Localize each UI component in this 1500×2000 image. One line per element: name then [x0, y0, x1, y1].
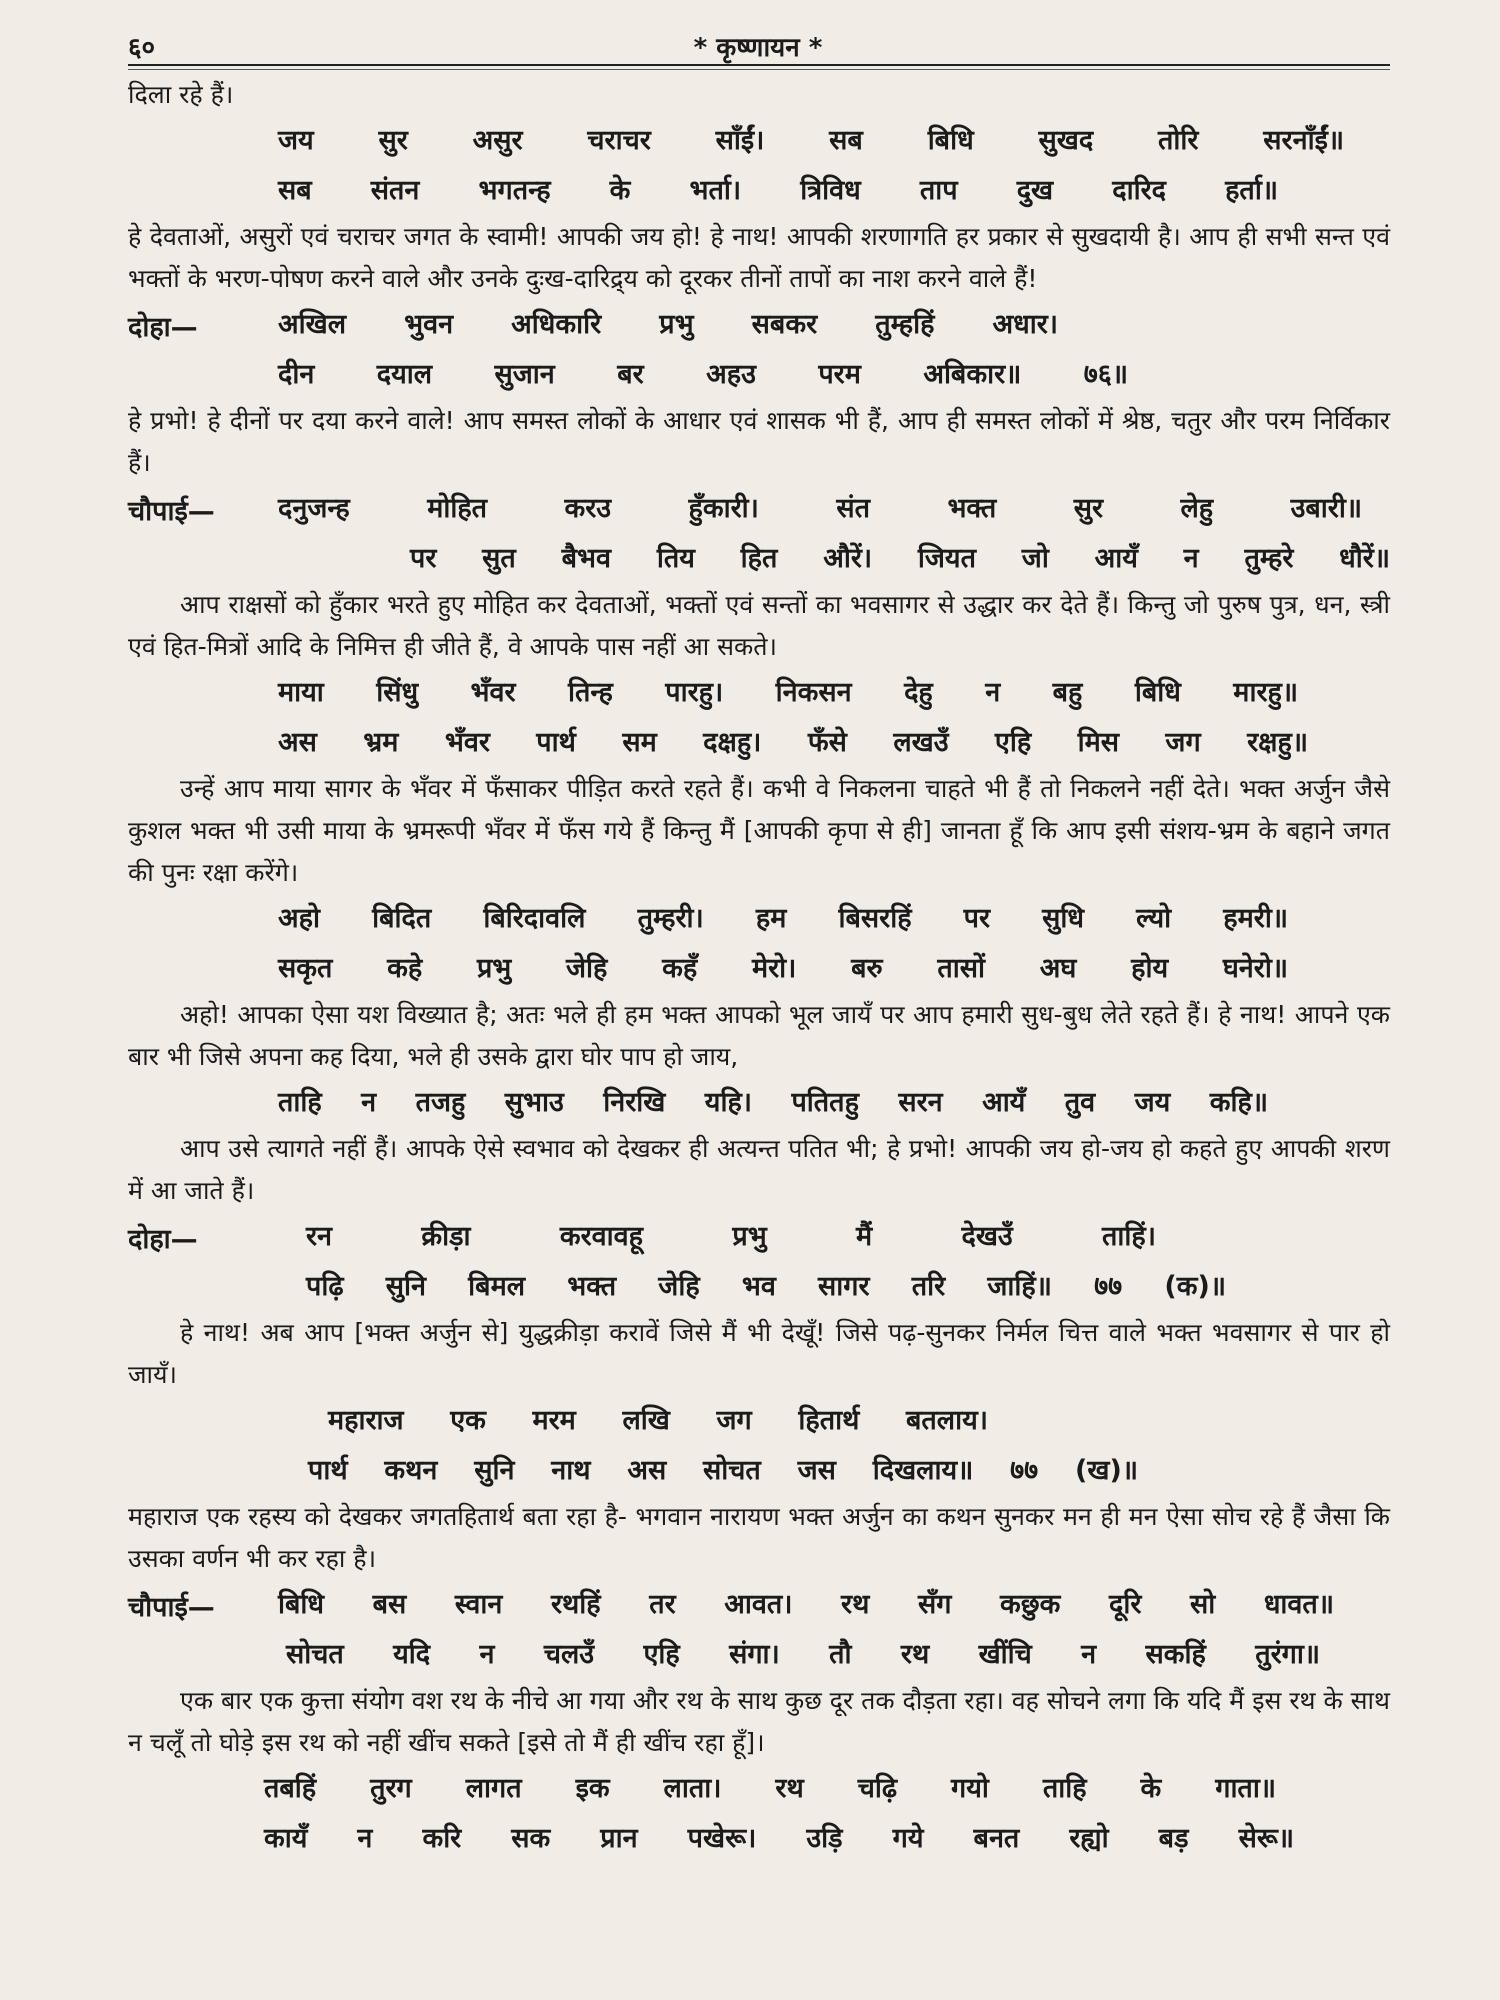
verse-line	[128, 1580, 1390, 1630]
prose-paragraph: हे नाथ! अब आप [भक्त अर्जुन से] युद्धक्रीड़ा करावें जिसे मैं भी देखूँ! जिसे पढ़-सुनकर निर्मल चित्त वाले भक्त भवसागर से पार हो जायँ।	[128, 1318, 1390, 1389]
verse-line	[128, 1078, 1390, 1128]
verse-label: दोहा—	[128, 1223, 198, 1255]
verse-text: तबहिं तुरग लागत इक लाता। रथ चढ़ि गयो ताहि के गाता॥	[264, 1773, 1276, 1804]
verse-line	[128, 718, 1390, 768]
verse-text: सब संतन भगतन्ह के भर्ता। त्रिविध ताप दुख दारिद हर्ता॥	[278, 175, 1278, 206]
running-title: * कृष्णायन *	[693, 33, 823, 63]
header-rule	[128, 64, 1390, 66]
verse-line	[128, 668, 1390, 718]
verse-label: चौपाई—	[128, 1591, 215, 1623]
verse-text: दीन दयाल सुजान बर अहउ परम अबिकार॥ ७६॥	[278, 359, 1128, 390]
verse-text: पर सुत बैभव तिय हित औरें। जियत जो आयँ न तुम्हरे धौरें॥	[410, 543, 1390, 574]
verse-line	[128, 1396, 1390, 1446]
verse-text: महाराज एक मरम लखि जग हितार्थ बतलाय।	[328, 1405, 988, 1436]
verse-text: पढ़ि सुनि बिमल भक्त जेहि भव सागर तरि जाहिं॥ ७७ (क)॥	[306, 1271, 1226, 1302]
header-rule-thin	[128, 69, 1390, 70]
verse-line	[128, 534, 1390, 584]
verse-line	[128, 1630, 1390, 1680]
verse-text: सोचत यदि न चलउँ एहि संगा। तौ रथ खींचि न सकहिं तुरंगा॥	[286, 1639, 1320, 1670]
verse-text: अहो बिदित बिरिदावलि तुम्हरी। हम बिसरहिं पर सुधि ल्यो हमरी॥	[278, 903, 1288, 934]
verse-text: ताहि न तजहु सुभाउ निरखि यहि। पतितहु सरन आयँ तुव जय कहि॥	[278, 1087, 1268, 1118]
verse-line	[128, 166, 1390, 216]
verse-text: दनुजन्ह मोहित करउ हुँकारी। संत भक्त सुर लेहु उबारी॥	[278, 493, 1362, 524]
verse-line	[128, 1814, 1390, 1864]
prose-paragraph: हे प्रभो! हे दीनों पर दया करने वाले! आप समस्त लोकों के आधार एवं शासक भी हैं, आप ही समस्त लोकों में श्रेष्ठ, चतुर और परम निर्विकार हैं।	[128, 406, 1390, 477]
verse-line	[128, 350, 1390, 400]
prose-paragraph: हे देवताओं, असुरों एवं चराचर जगत के स्वामी! आपकी जय हो! हे नाथ! आपकी शरणागति हर प्रकार से सुखदायी है। आप ही सभी सन्त एवं भक्तों के भरण-पोषण करने वाले और उनके दुःख-दारिद्र्य को दूरकर तीनों तापों का नाश करने वाले हैं!	[128, 222, 1390, 293]
prose-paragraph: एक बार एक कुत्ता संयोग वश रथ के नीचे आ गया और रथ के साथ कुछ दूर तक दौड़ता रहा। वह सोचने लगा कि यदि मैं इस रथ के साथ न चलूँ तो घोड़े इस रथ को नहीं खींच सकते [इसे तो मैं ही खींच रहा हूँ]।	[128, 1686, 1390, 1757]
verse-text: अखिल भुवन अधिकारि प्रभु सबकर तुम्हहिं अधार।	[278, 309, 1058, 340]
verse-label: चौपाई—	[128, 495, 215, 527]
verse-line	[128, 894, 1390, 944]
page-header	[128, 20, 1388, 66]
verse-text: रन क्रीड़ा करवावहू प्रभु मैं देखउँ ताहिं।	[306, 1221, 1156, 1252]
verse-line	[128, 300, 1390, 350]
prose-paragraph: दिला रहे हैं।	[128, 80, 234, 109]
verse-text: कायँ न करि सक प्रान पखेरू। उड़ि गये बनत रह्यो बड़ सेरू॥	[264, 1823, 1294, 1854]
verse-text: माया सिंधु भँवर तिन्ह पारहु। निकसन देहु न बहु बिधि मारहु॥	[278, 677, 1298, 708]
prose-paragraph: आप उसे त्यागते नहीं हैं। आपके ऐसे स्वभाव को देखकर ही अत्यन्त पतित भी; हे प्रभो! आपकी जय हो-जय हो कहते हुए आपकी शरण में आ जाते हैं।	[128, 1134, 1390, 1205]
verse-text: जय सुर असुर चराचर साँईं। सब बिधि सुखद तोरि सरनाँईं॥	[278, 125, 1344, 156]
prose-paragraph: अहो! आपका ऐसा यश विख्यात है; अतः भले ही हम भक्त आपको भूल जायँ पर आप हमारी सुध-बुध लेते रहते हैं। हे नाथ! आपने एक बार भी जिसे अपना कह दिया, भले ही उसके द्वारा घोर पाप हो जाय,	[128, 1000, 1390, 1071]
verse-line	[128, 116, 1390, 166]
verse-line	[128, 1446, 1390, 1496]
prose-paragraph: आप राक्षसों को हुँकार भरते हुए मोहित कर देवताओं, भक्तों एवं सन्तों का भवसागर से उद्धार कर देते हैं। किन्तु जो पुरुष पुत्र, धन, स्त्री एवं हित-मित्रों आदि के निमित्त ही जीते हैं, वे आपके पास नहीं आ सकते।	[128, 590, 1390, 661]
verse-line	[128, 1764, 1390, 1814]
verse-text: सकृत कहे प्रभु जेहि कहँ मेरो। बरु तासों अघ होय घनेरो॥	[278, 953, 1288, 984]
verse-text: पार्थ कथन सुनि नाथ अस सोचत जस दिखलाय॥ ७७ (ख)॥	[308, 1455, 1138, 1486]
page-content	[128, 74, 1390, 1864]
prose-paragraph: महाराज एक रहस्य को देखकर जगतहितार्थ बता रहा है- भगवान नारायण भक्त अर्जुन का कथन सुनकर मन ही मन ऐसा सोच रहे हैं जैसा कि उसका वर्णन भी कर रहा है।	[128, 1502, 1390, 1573]
verse-label: दोहा—	[128, 311, 198, 343]
verse-line	[128, 484, 1390, 534]
page-number: ६०	[128, 33, 156, 63]
verse-text: अस भ्रम भँवर पार्थ सम दक्षहु। फँसे लखउँ एहि मिस जग रक्षहु॥	[278, 727, 1308, 758]
prose-paragraph: उन्हें आप माया सागर के भँवर में फँसाकर पीड़ित करते रहते हैं। कभी वे निकलना चाहते भी हैं तो निकलने नहीं देते। भक्त अर्जुन जैसे कुशल भक्त भी उसी माया के भ्रमरूपी भँवर में फँस गये हैं किन्तु मैं [आपकी कृपा से ही] जानता हूँ कि आप इसी संशय-भ्रम के बहाने जगत की पुनः रक्षा करेंगे।	[128, 774, 1390, 887]
verse-line	[128, 1262, 1390, 1312]
verse-text: बिधि बस स्वान रथहिं तर आवत। रथ सँग कछुक दूरि सो धावत॥	[278, 1589, 1334, 1620]
verse-line	[128, 1212, 1390, 1262]
verse-line	[128, 944, 1390, 994]
